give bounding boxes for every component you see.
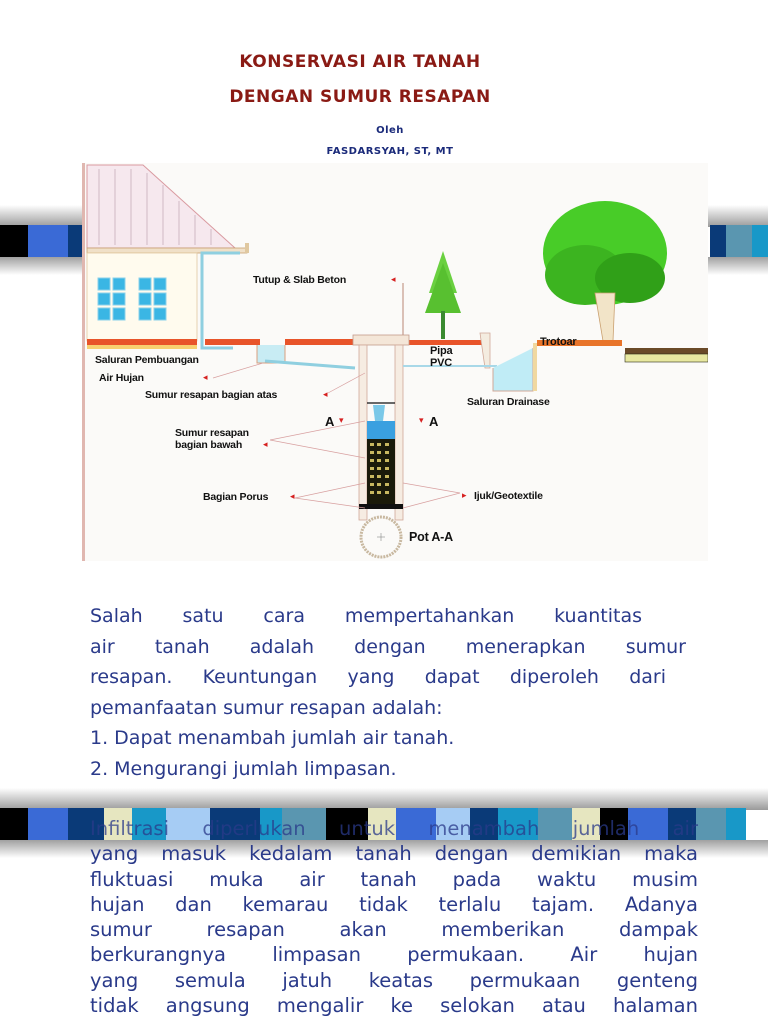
label-pot-a-a: Pot A-A xyxy=(409,530,453,544)
paragraph-line: yang masuk kedalam tanah dengan demikian maka xyxy=(90,842,698,866)
label-pvc: PVC xyxy=(430,357,453,369)
label-saluran-pembuangan: Saluran Pembuangan xyxy=(95,354,199,366)
arrow-icon: ◂ xyxy=(323,390,328,400)
paragraph-line: hujan dan kemarau tidak terlalu tajam. Adanya xyxy=(90,892,698,916)
paragraph-line: resapan. Keuntungan yang dapat diperoleh dari xyxy=(90,666,666,688)
paragraph-line: berkurangnya limpasan permukaan. Air hujan xyxy=(90,943,698,967)
label-bagian-porus: Bagian Porus xyxy=(203,491,269,503)
paragraph-line: tidak angsung mengalir ke selokan atau halaman xyxy=(90,994,698,1018)
label-tutup-slab-beton: Tutup & Slab Beton xyxy=(253,274,347,286)
label-section-a-right: A xyxy=(429,414,439,429)
paragraph-line: yang semula jatuh keatas permukaan genteng xyxy=(90,968,698,992)
label-sumur-bawah-2: bagian bawah xyxy=(175,439,243,451)
label-section-a-left: A xyxy=(325,414,335,429)
list-item: 2. Mengurangi jumlah limpasan. xyxy=(90,757,397,780)
paragraph-line: Infiltrasi diperlukan untuk menambah jumlah air xyxy=(90,817,698,840)
slide1-paragraph xyxy=(90,601,686,784)
list-item: 1. Dapat menambah jumlah air tanah. xyxy=(90,727,455,749)
paragraph-line: air tanah adalah dengan menerapkan sumur xyxy=(90,635,686,658)
slide-title-line2: DENGAN SUMUR RESAPAN xyxy=(229,87,491,107)
arrow-icon: ◂ xyxy=(391,275,396,285)
by-label: Oleh xyxy=(376,125,404,136)
slide-title-line1: KONSERVASI AIR TANAH xyxy=(239,52,481,72)
arrow-right-icon: ▸ xyxy=(462,491,467,501)
label-sumur-bawah-1: Sumur resapan xyxy=(175,427,249,439)
arrow-icon: ◂ xyxy=(203,373,208,383)
arrow-icon: ◂ xyxy=(290,492,295,502)
label-pipa: Pipa xyxy=(430,345,453,357)
label-ijuk-geotextile: Ijuk/Geotextile xyxy=(474,490,543,502)
arrow-down-icon: ▾ xyxy=(419,416,424,426)
arrow-down-icon: ▾ xyxy=(339,416,344,426)
arrow-icon: ◂ xyxy=(263,440,268,450)
infiltration-well-diagram xyxy=(82,163,708,561)
label-air-hujan: Air Hujan xyxy=(99,372,144,384)
paragraph-line: fluktuasi muka air tanah pada waktu musim xyxy=(90,867,698,891)
paragraph-line: sumur resapan akan memberikan dampak xyxy=(90,918,698,942)
paragraph-line: pemanfaatan sumur resapan adalah: xyxy=(90,696,443,719)
slide2-paragraph xyxy=(90,816,698,1018)
label-saluran-drainase: Saluran Drainase xyxy=(467,396,550,408)
label-trotoar: Trotoar xyxy=(540,336,577,348)
author-name: FASDARSYAH, ST, MT xyxy=(326,146,454,157)
paragraph-line: Salah satu cara mempertahankan kuantitas xyxy=(90,605,642,627)
label-sumur-atas: Sumur resapan bagian atas xyxy=(145,389,278,401)
